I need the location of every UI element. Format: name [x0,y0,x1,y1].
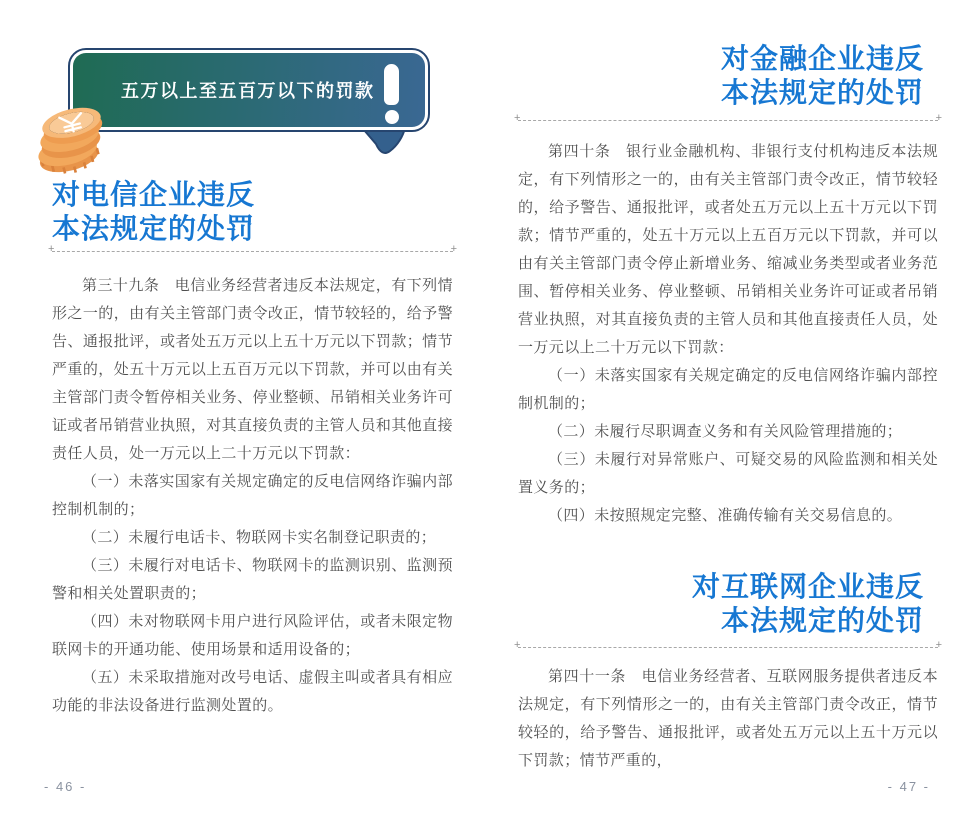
coin-stack-icon [26,90,114,180]
article-40-paragraph: 第四十条 银行业金融机构、非银行支付机构违反本法规定，有下列情形之一的，由有关主管部门责令改正，情节较轻的，给予警告、通报批评，或者处五万元以上五十万元以下罚款；情节严重的，处五十万元以上五百万元以下罚款，并可以由有关主管部门责令停止新增业务、缩减业务类型或者业务范围、暂停相关业务、停业整顿、吊销相关业务许可证或者吊销营业执照，对其直接负责的主管人员和其他直接责任人员，处一万元以上二十万元以下罚款： [518,143,938,356]
article-40-item-3: （三）未履行对异常账户、可疑交易的风险监测和相关处置义务的； [518,451,938,496]
penalty-banner-fill [73,53,425,127]
exclamation-icon [384,64,399,124]
penalty-banner [68,48,430,132]
heading-line: 对互联网企业违反 [691,571,924,602]
section-heading-telecom [52,178,453,246]
page-number-47: - 47 - [887,779,930,794]
article-39-item-1: （一）未落实国家有关规定确定的反电信网络诈骗内部控制机制的； [52,473,453,518]
article-40-item-2: （二）未履行尽职调查义务和有关风险管理措施的； [548,423,903,440]
dashed-divider [518,120,938,121]
heading-line: 本法规定的处罚 [720,605,924,636]
article-39-item-5: （五）未采取措施对改号电话、虚假主叫或者具有相应功能的非法设备进行监测处置的。 [52,669,453,714]
article-39-item-2: （二）未履行电话卡、物联网卡实名制登记职责的； [82,529,437,546]
article-39-item-4: （四）未对物联网卡用户进行风险评估，或者未限定物联网卡的开通功能、使用场景和适用设备的； [52,613,453,658]
heading-line: 本法规定的处罚 [720,77,924,108]
penalty-banner-label: 五万以上至五百万以下的罚款 [121,81,375,101]
article-39-item-3: （三）未履行对电话卡、物联网卡的监测识别、监测预警和相关处置职责的； [52,557,453,602]
heading-line: 对电信企业违反 [52,179,256,210]
section-heading-finance [518,42,938,110]
heading-line: 本法规定的处罚 [52,213,256,244]
article-40-item-4: （四）未按照规定完整、准确传输有关交易信息的。 [548,507,903,524]
article-39-body [52,272,453,720]
page-number-46: - 46 - [44,779,87,794]
dashed-divider [518,647,938,648]
article-41-paragraph: 第四十一条 电信业务经营者、互联网服务提供者违反本法规定，有下列情形之一的，由有关主管部门责令改正，情节较轻的，给予警告、通报批评，或者处五万元以上五十万元以下罚款；情节严重的， [518,668,938,769]
article-40-item-1: （一）未落实国家有关规定确定的反电信网络诈骗内部控制机制的； [518,367,938,412]
article-41-body [518,663,938,775]
dashed-divider [52,251,453,252]
heading-line: 对金融企业违反 [720,43,924,74]
article-39-paragraph: 第三十九条 电信业务经营者违反本法规定，有下列情形之一的，由有关主管部门责令改正，情节较轻的，给予警告、通报批评，或者处五万元以上五十万元以下罚款；情节严重的，处五十万元以上五百万元以下罚款，并可以由有关主管部门责令暂停相关业务、停业整顿、吊销相关业务许可证或者吊销营业执照，对其直接负责的主管人员和其他直接责任人员，处一万元以上二十万元以下罚款： [52,277,453,462]
section-heading-internet [518,570,938,638]
article-40-body [518,138,938,530]
